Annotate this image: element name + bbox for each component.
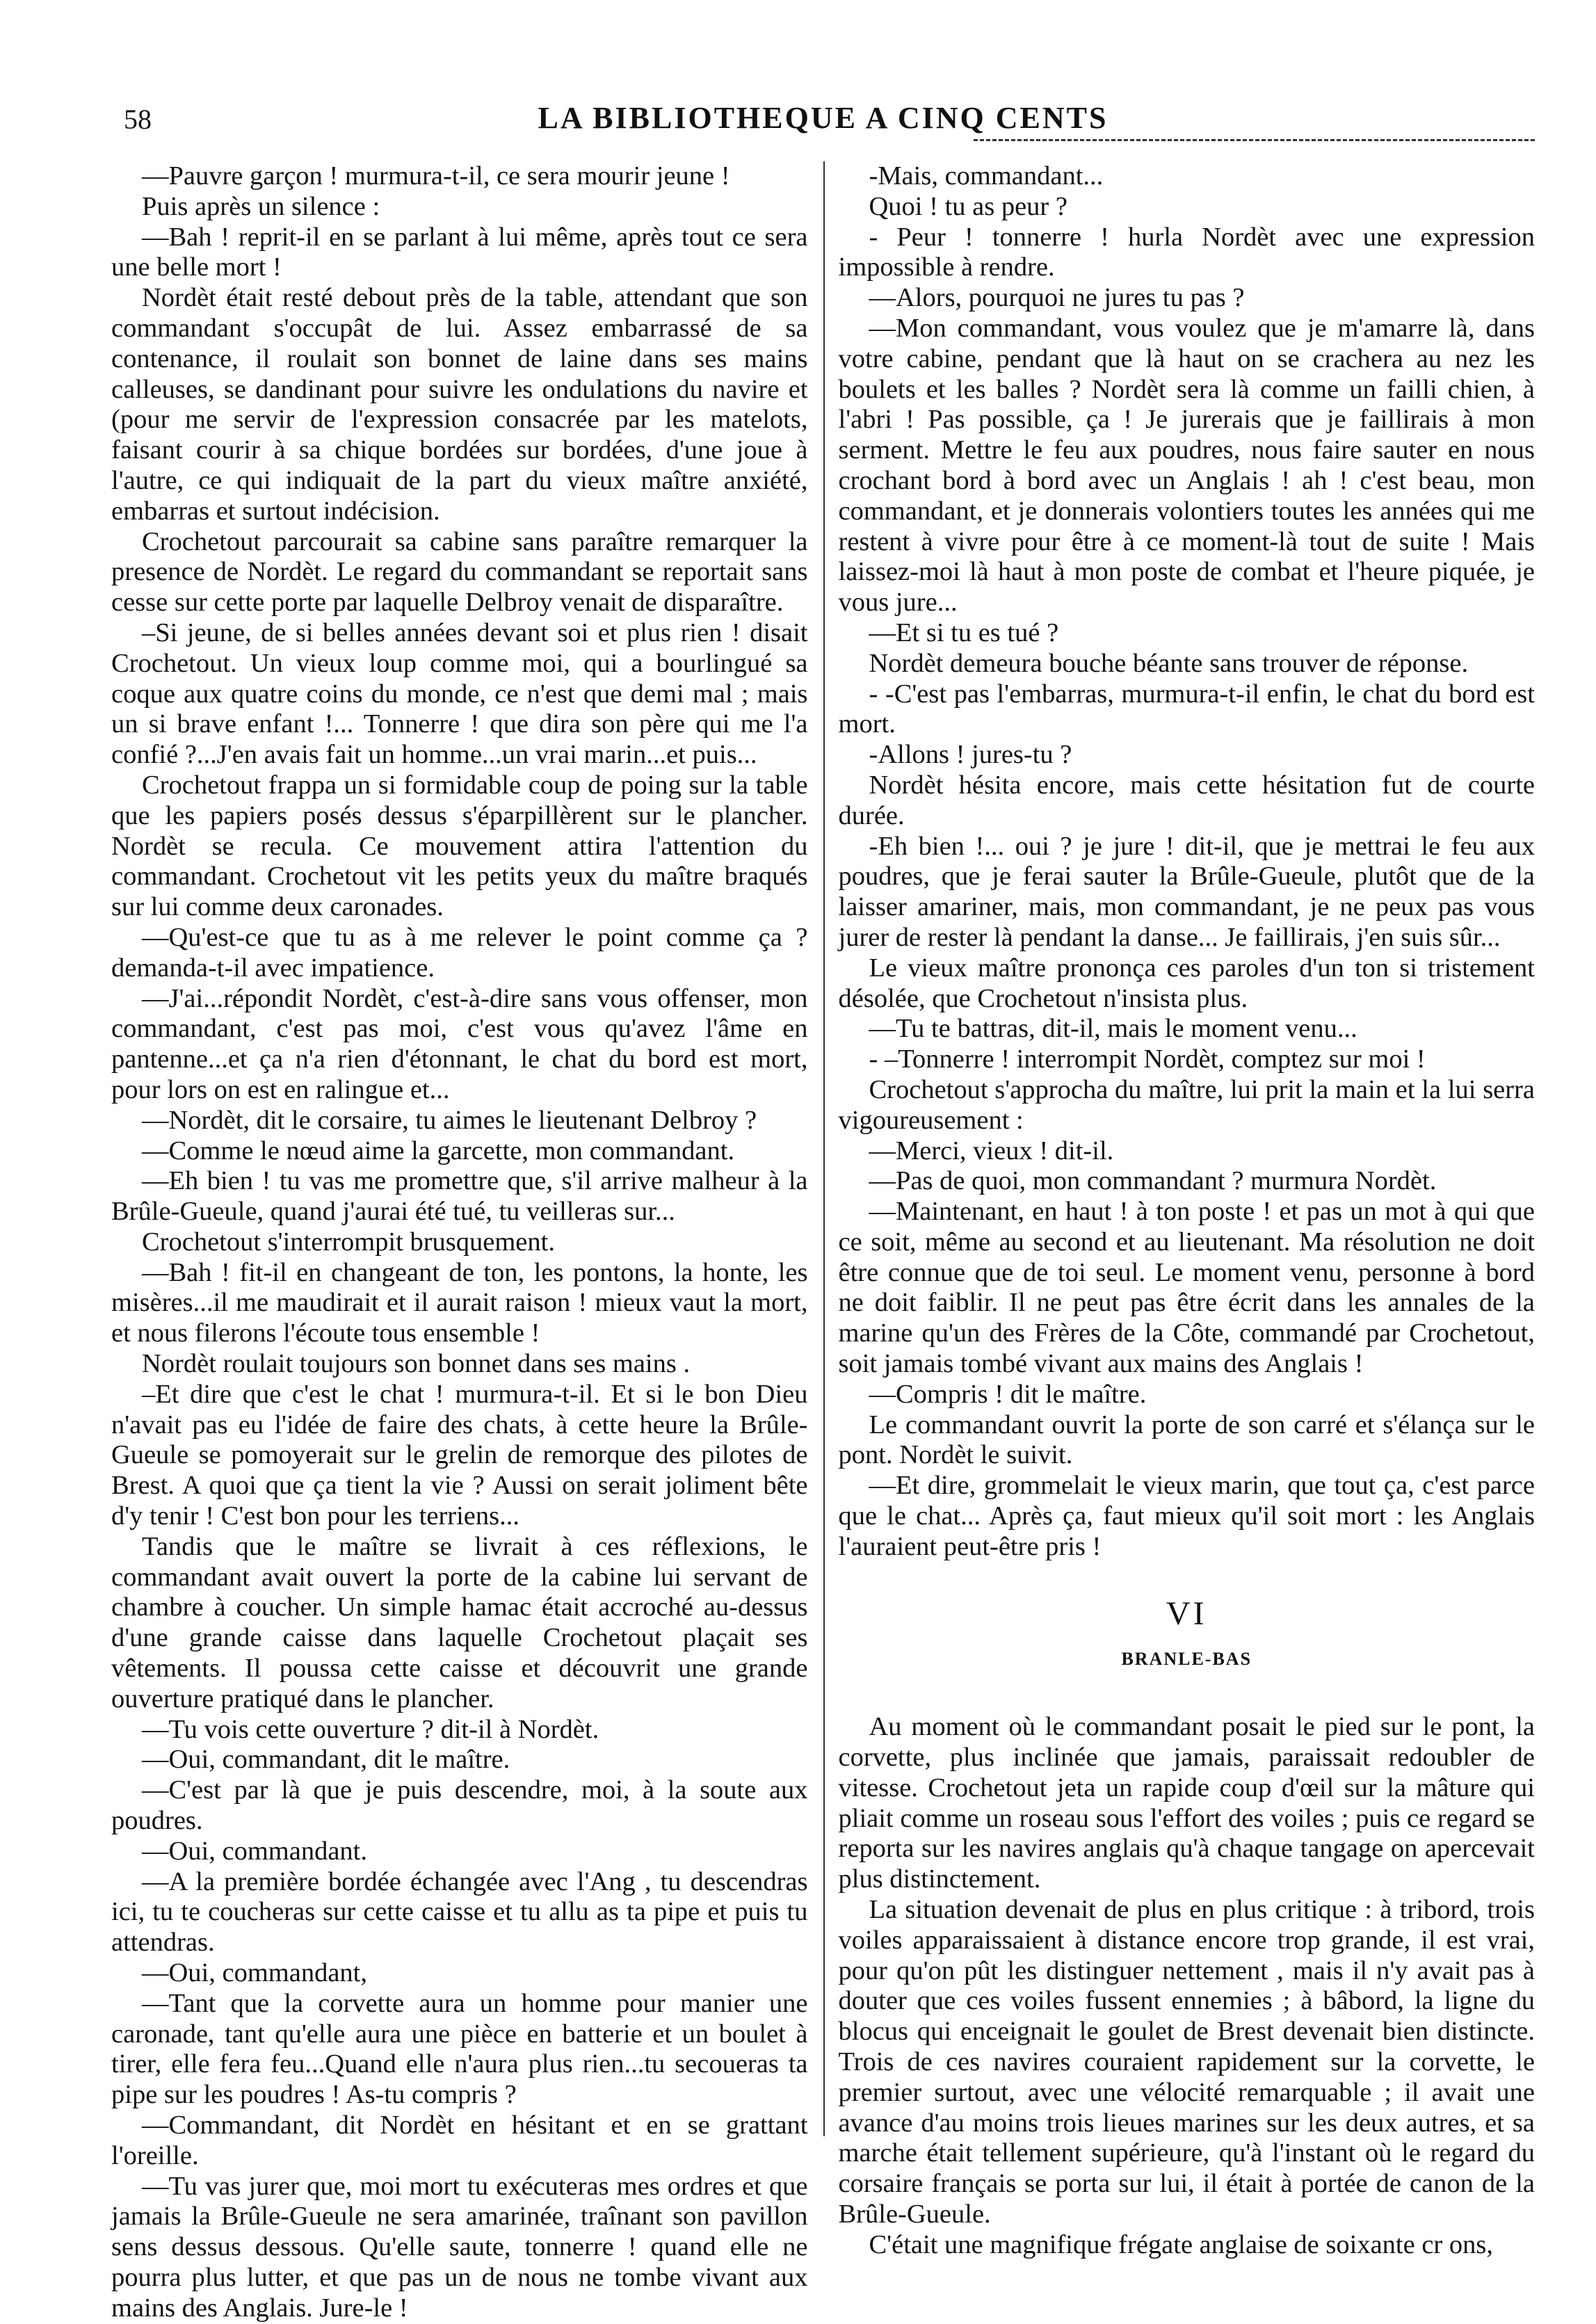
paragraph: —Compris ! dit le maître. <box>869 1379 1147 1409</box>
paragraph: —C'est par là que je puis descendre, moi, à la soute aux poudres. <box>111 1775 808 1836</box>
paragraph: —Pauvre garçon ! murmura-t-il, ce sera mourir jeune ! <box>142 161 730 191</box>
paragraph: Puis après un silence : <box>142 191 380 221</box>
paragraph: —Merci, vieux ! dit-il. <box>869 1136 1114 1165</box>
page-number: 58 <box>124 104 152 135</box>
header-rule <box>974 139 1535 141</box>
paragraph: - Peur ! tonnerre ! hurla Nordèt avec une expression impossible à rendre. <box>838 222 1535 282</box>
paragraph: —Tu vas jurer que, moi mort tu exécuteras mes ordres et que jamais la Brûle-Gueule ne sera amarinée, traînant son pavillon sens dessus dessous. Qu'elle saute, tonnerre ! quand elle ne pourra plus lutter, et que pas un de nous ne tombe vivant aux mains des Anglais. Jure-le ! <box>111 2171 808 2323</box>
paragraph: —Tant que la corvette aura un homme pour manier une caronade, tant qu'elle aura une pièce en batterie et un boulet à tirer, elle fera feu...Quand elle n'aura plus rien...tu secoueras ta pipe sur les poudres ! As-tu compris ? <box>111 1988 808 2110</box>
paragraph: Nordèt roulait toujours son bonnet dans ses mains . <box>142 1349 691 1379</box>
running-title: LA BIBLIOTHEQUE A CINQ CENTS <box>538 101 1109 135</box>
text-columns <box>111 161 1535 2324</box>
chapter-number: VI <box>1166 1595 1207 1632</box>
paragraph: —Pas de quoi, mon commandant ? murmura Nordèt. <box>869 1166 1437 1196</box>
paragraph: Le commandant ouvrit la porte de son carré et s'élança sur le pont. Nordèt le suivit. <box>838 1410 1535 1470</box>
paragraph: Crochetout s'approcha du maître, lui prit la main et la lui serra vigoureusement : <box>838 1074 1535 1135</box>
paragraph: Le vieux maître prononça ces paroles d'un ton si tristement désolée, que Crochetout n'insista plus. <box>838 953 1535 1013</box>
paragraph: -Mais, commandant... <box>869 161 1104 191</box>
paragraph: Crochetout frappa un si formidable coup de poing sur la table que les papiers posés dessus s'éparpillèrent sur le plancher. Nordèt se recula. Ce mouvement attira l'attention du commandant. Crochetout vit les petits yeux du maître braqués sur lui comme deux caronades. <box>111 770 808 922</box>
paragraph: —Et dire, grommelait le vieux marin, que tout ça, c'est parce que le chat... Après ça, faut mieux qu'il soit mort : les Anglais l'auraient peut-être pris ! <box>838 1471 1535 1561</box>
page-header <box>111 96 1535 140</box>
paragraph: —Mon commandant, vous voulez que je m'amarre là, dans votre cabine, pendant que là haut on se crachera au nez les boulets et les balles ? Nordèt sera là comme un failli chien, à l'abri ! Pas possible, ça ! Je jurerais que je faillirais à mon serment. Mettre le feu aux poudres, nous faire sauter en nous crochant bord à bord avec un Anglais ! ah ! c'est beau, mon commandant, et je donnerais volontiers toutes les années qui me restent à vivre pour être à ce moment-là tout de suite ! Mais laissez-moi là haut à mon poste de combat et l'heure piquée, je vous jure... <box>838 313 1535 618</box>
column-divider <box>823 161 825 2136</box>
paragraph: Nordèt demeura bouche béante sans trouver de réponse. <box>869 648 1469 678</box>
paragraph: —Qu'est-ce que tu as à me relever le point comme ça ? demanda-t-il avec impatience. <box>111 922 808 983</box>
paragraph: Crochetout s'interrompit brusquement. <box>142 1227 555 1257</box>
paragraph: La situation devenait de plus en plus critique : à tribord, trois voiles apparaissaient à distance encore trop grande, il est vrai, pour qu'on pût les distinguer nettement , mais il n'y avait pas à douter que ces voiles fussent ennemies ; à bâbord, la ligne du blocus qui enceignait le goulet de Brest devenait bien distincte. Trois de ces navires couraient rapidement sur la corvette, le premier surtout, avec une vélocité remarquable ; il avait une avance d'au moins trois lieues marines sur les deux autres, et sa marche était tellement supérieure, qu'à l'instant où le regard du corsaire français se porta sur lui, il était à portée de canon de la Brûle-Gueule. <box>838 1895 1535 2229</box>
paragraph: —Et si tu es tué ? <box>869 618 1059 647</box>
right-column <box>839 161 1535 2324</box>
left-column <box>111 161 808 2324</box>
paragraph: —Oui, commandant, dit le maître. <box>142 1745 510 1775</box>
chapter-title: BRANLE-BAS <box>1121 1649 1252 1670</box>
paragraph: -Eh bien !... oui ? je jure ! dit-il, que je mettrai le feu aux poudres, que je ferai sauter la Brûle-Gueule, plutôt que de la laisser amariner, mais, mon commandant, je ne peux pas vous jurer de rester là pendant la danse... Je faillirais, j'en suis sûr... <box>838 831 1535 952</box>
paragraph: - -C'est pas l'embarras, murmura-t-il enfin, le chat du bord est mort. <box>838 679 1535 739</box>
paragraph: Quoi ! tu as peur ? <box>869 191 1067 221</box>
paragraph: Crochetout parcourait sa cabine sans paraître remarquer la presence de Nordèt. Le regard du commandant se reportait sans cesse sur cette porte par laquelle Delbroy venait de disparaître. <box>111 526 808 618</box>
paragraph: Nordèt était resté debout près de la table, attendant que son commandant s'occupât de lui. Assez embarrassé de sa contenance, il roulait son bonnet de laine dans ses mains calleuses, se dandinant pour suivre les ondulations du navire et (pour me servir de l'expression consacrée par les matelots, faisant courir à sa chique bordées sur bordées, d'une joue à l'autre, ce qui indiquait de la part du vieux maître anxiété, embarras et surtout indécision. <box>111 283 808 526</box>
paragraph: —J'ai...répondit Nordèt, c'est-à-dire sans vous offenser, mon commandant, c'est pas moi, c'est vous qu'avez l'âme en pantenne...et ça n'a rien d'étonnant, le chat du bord est mort, pour lors on est en ralingue et... <box>111 983 808 1104</box>
paragraph: —Alors, pourquoi ne jures tu pas ? <box>869 283 1245 313</box>
paragraph: Tandis que le maître se livrait à ces réflexions, le commandant avait ouvert la porte de la cabine lui servant de chambre à coucher. Un simple hamac était accroché au-dessus d'une grande caisse dans laquelle Crochetout plaçait ses vêtements. Il poussa cette caisse et découvrit une grande ouverture pratiqué dans le plancher. <box>111 1531 808 1713</box>
paragraph: —Commandant, dit Nordèt en hésitant et en se grattant l'oreille. <box>111 2111 808 2170</box>
paragraph: —Bah ! reprit-il en se parlant à lui même, après tout ce sera une belle mort ! <box>111 222 808 282</box>
paragraph: —Bah ! fit-il en changeant de ton, les pontons, la honte, les misères...il me maudirait et il aurait raison ! mieux vaut la mort, et nous filerons l'écoute tous ensemble ! <box>111 1257 808 1348</box>
paragraph: Au moment où le commandant posait le pied sur le pont, la corvette, plus inclinée que jamais, paraissait redoubler de vitesse. Crochetout jeta un rapide coup d'œil sur la mâture qui pliait comme un roseau sous l'effort des voiles ; puis ce regard se reporta sur les navires anglais qu'à chaque tangage on apercevait plus distinctement. <box>838 1712 1535 1894</box>
paragraph: —Oui, commandant, <box>142 1958 367 1988</box>
paragraph: —Comme le nœud aime la garcette, mon commandant. <box>142 1136 735 1165</box>
paragraph: -Allons ! jures-tu ? <box>869 740 1072 770</box>
paragraph: —Tu vois cette ouverture ? dit-il à Nordèt. <box>142 1714 599 1744</box>
paragraph: —Oui, commandant. <box>142 1836 367 1866</box>
paragraph: —Nordèt, dit le corsaire, tu aimes le lieutenant Delbroy ? <box>142 1105 757 1135</box>
paragraph: C'était une magnifique frégate anglaise de soixante cr ons, <box>869 2229 1493 2259</box>
paragraph: - –Tonnerre ! interrompit Nordèt, comptez sur moi ! <box>869 1044 1426 1074</box>
paragraph: —Eh bien ! tu vas me promettre que, s'il arrive malheur à la Brûle-Gueule, quand j'aurai été tué, tu veilleras sur... <box>111 1166 808 1227</box>
paragraph: –Et dire que c'est le chat ! murmura-t-il. Et si le bon Dieu n'avait pas eu l'idée de faire des chats, à cette heure la Brûle-Gueule se pomoyerait sur le grelin de remorque des pilotes de Brest. A quoi que ça tient la vie ? Aussi on serait joliment bête d'y tenir ! C'est bon pour les terriens... <box>111 1379 808 1531</box>
paragraph: —A la première bordée échangée avec l'Ang , tu descendras ici, tu te coucheras sur cette caisse et tu allu as ta pipe et puis tu attendras. <box>111 1866 808 1958</box>
paragraph: —Maintenant, en haut ! à ton poste ! et pas un mot à qui que ce soit, même au second et au lieutenant. Ma résolution ne doit être connue que de toi seul. Le moment venu, personne à bord ne doit faiblir. Il ne peut pas être écrit dans les annales de la marine qu'un des Frères de la Côte, commandé par Crochetout, soit jamais tombé vivant aux mains des Anglais ! <box>838 1197 1535 1379</box>
paragraph: Nordèt hésita encore, mais cette hésitation fut de courte durée. <box>838 770 1535 830</box>
paragraph: —Tu te battras, dit-il, mais le moment venu... <box>869 1014 1357 1044</box>
paragraph: –Si jeune, de si belles années devant soi et plus rien ! disait Crochetout. Un vieux loup comme moi, qui a bourlingué sa coque aux quatre coins du monde, ce n'est que demi mal ; mais un si brave enfant !... Tonnerre ! que dira son père qui me l'a confié ?...J'en avais fait un homme...un vrai marin...et puis... <box>111 618 808 770</box>
